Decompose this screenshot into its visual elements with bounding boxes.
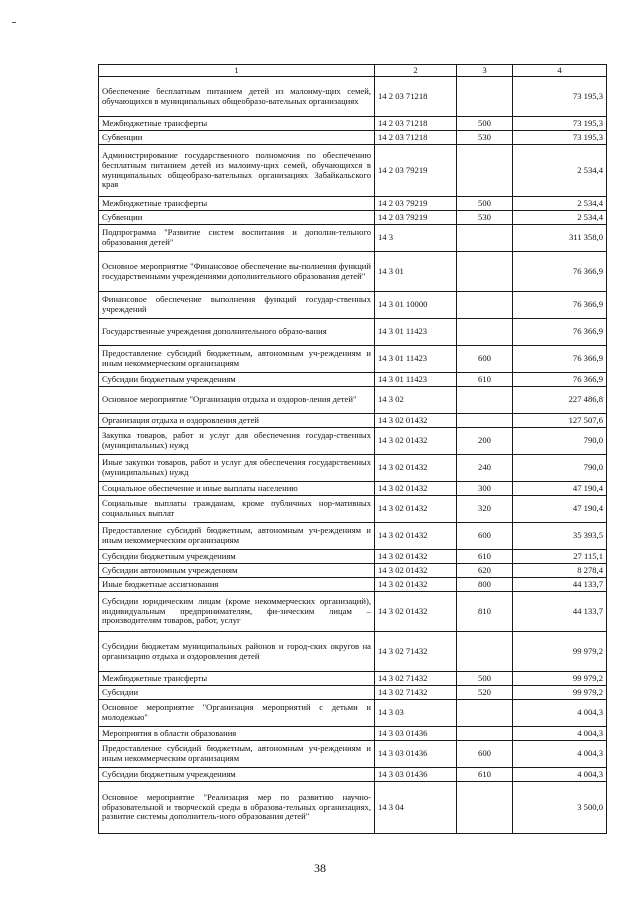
- row-amount: 227 486,8: [513, 387, 607, 414]
- row-name: Государственные учреждения дополнительного образо-вания: [99, 319, 375, 346]
- row-amount: 99 979,2: [513, 672, 607, 686]
- table-row: [99, 672, 607, 686]
- row-amount: 99 979,2: [513, 686, 607, 700]
- row-expense-type: 320: [457, 496, 513, 523]
- row-name: Субсидии: [99, 686, 375, 700]
- row-name: Субсидии бюджетным учреждениям: [99, 550, 375, 564]
- row-amount: 4 004,3: [513, 700, 607, 727]
- table-row: [99, 768, 607, 782]
- row-expense-type: 610: [457, 373, 513, 387]
- row-amount: 311 358,0: [513, 225, 607, 252]
- row-code: 14 3: [375, 225, 457, 252]
- row-expense-type: [457, 225, 513, 252]
- row-amount: 790,0: [513, 455, 607, 482]
- row-code: 14 3 02 01432: [375, 564, 457, 578]
- table-row: [99, 346, 607, 373]
- row-amount: 99 979,2: [513, 632, 607, 672]
- row-code: 14 2 03 71218: [375, 117, 457, 131]
- row-amount: 76 366,9: [513, 319, 607, 346]
- row-expense-type: 600: [457, 741, 513, 768]
- table-row: [99, 197, 607, 211]
- row-name: Обеспечение бесплатным питанием детей из малоиму-щих семей, обучающихся в муниципальных общеобразо-вательных организациях: [99, 77, 375, 117]
- row-code: 14 2 03 79219: [375, 145, 457, 197]
- row-code: 14 3 02 01432: [375, 496, 457, 523]
- row-code: 14 3 02 71432: [375, 672, 457, 686]
- row-amount: 4 004,3: [513, 741, 607, 768]
- row-code: 14 3 02 01432: [375, 523, 457, 550]
- row-code: 14 3 02 01432: [375, 578, 457, 592]
- table-row: [99, 700, 607, 727]
- table-row: [99, 252, 607, 292]
- row-code: 14 3 02 01432: [375, 482, 457, 496]
- row-expense-type: 200: [457, 428, 513, 455]
- table-row: [99, 117, 607, 131]
- row-expense-type: 600: [457, 346, 513, 373]
- row-expense-type: 500: [457, 197, 513, 211]
- row-name: Межбюджетные трансферты: [99, 117, 375, 131]
- table-row: [99, 686, 607, 700]
- row-name: Субсидии юридическим лицам (кроме некоммерческих организаций), индивидуальным предпринимателям, фи-зическим лицам – производителям товаров, работ, услуг: [99, 592, 375, 632]
- row-amount: 76 366,9: [513, 292, 607, 319]
- row-code: 14 3 03: [375, 700, 457, 727]
- row-amount: 8 278,4: [513, 564, 607, 578]
- table-row: [99, 592, 607, 632]
- row-expense-type: 500: [457, 672, 513, 686]
- row-expense-type: [457, 632, 513, 672]
- row-name: Подпрограмма "Развитие систем воспитания и дополни-тельного образования детей": [99, 225, 375, 252]
- row-expense-type: 620: [457, 564, 513, 578]
- row-amount: 47 190,4: [513, 482, 607, 496]
- row-name: Социальное обеспечение и иные выплаты населению: [99, 482, 375, 496]
- table-header-row: [99, 65, 607, 77]
- table-row: [99, 550, 607, 564]
- row-expense-type: [457, 727, 513, 741]
- row-code: 14 2 03 71218: [375, 77, 457, 117]
- table-row: [99, 414, 607, 428]
- table-row: [99, 523, 607, 550]
- table-row: [99, 211, 607, 225]
- row-code: 14 3 02 01432: [375, 550, 457, 564]
- row-code: 14 2 03 79219: [375, 211, 457, 225]
- row-expense-type: [457, 77, 513, 117]
- table-row: [99, 482, 607, 496]
- row-name: Субсидии бюджетам муниципальных районов и город-ских округов на организацию отдыха и оздоровления детей: [99, 632, 375, 672]
- column-header-1: 1: [99, 65, 375, 77]
- row-name: Закупка товаров, работ и услуг для обеспечения государ-ственных (муниципальных) нужд: [99, 428, 375, 455]
- row-name: Субсидии автономным учреждениям: [99, 564, 375, 578]
- row-expense-type: 800: [457, 578, 513, 592]
- row-amount: 27 115,1: [513, 550, 607, 564]
- column-header-3: 3: [457, 65, 513, 77]
- row-expense-type: 600: [457, 523, 513, 550]
- row-expense-type: [457, 319, 513, 346]
- table-row: [99, 225, 607, 252]
- table-row: [99, 387, 607, 414]
- row-code: 14 2 03 79219: [375, 197, 457, 211]
- table-row: [99, 292, 607, 319]
- row-name: Социальные выплаты гражданам, кроме публичных нор-мативных социальных выплат: [99, 496, 375, 523]
- row-code: 14 3 02 71432: [375, 686, 457, 700]
- table-row: [99, 578, 607, 592]
- row-amount: 790,0: [513, 428, 607, 455]
- row-name: Субвенции: [99, 131, 375, 145]
- row-name: Основное мероприятие "Реализация мер по развитию научно-образовательной и творческой среды в образова-тельных организациях, развитие системы дополнитель-ного образования детей": [99, 782, 375, 834]
- table-row: [99, 741, 607, 768]
- row-code: 14 3 02 01432: [375, 455, 457, 482]
- row-amount: 76 366,9: [513, 373, 607, 387]
- table-row: [99, 727, 607, 741]
- row-name: Основное мероприятие "Финансовое обеспечение вы-полнения функций государственными учреждениями дополнительного образования детей": [99, 252, 375, 292]
- row-code: 14 3 01 10000: [375, 292, 457, 319]
- row-expense-type: 520: [457, 686, 513, 700]
- row-name: Субвенции: [99, 211, 375, 225]
- table-row: [99, 77, 607, 117]
- row-expense-type: 530: [457, 211, 513, 225]
- row-code: 14 3 01 11423: [375, 373, 457, 387]
- row-code: 14 3 04: [375, 782, 457, 834]
- row-code: 14 3 03 01436: [375, 768, 457, 782]
- table-row: [99, 496, 607, 523]
- row-name: Предоставление субсидий бюджетным, автономным уч-реждениям и иным некоммерческим организациям: [99, 346, 375, 373]
- row-name: Межбюджетные трансферты: [99, 672, 375, 686]
- row-expense-type: [457, 782, 513, 834]
- table-row: [99, 455, 607, 482]
- row-name: Иные бюджетные ассигнования: [99, 578, 375, 592]
- row-name: Межбюджетные трансферты: [99, 197, 375, 211]
- row-expense-type: 300: [457, 482, 513, 496]
- row-expense-type: [457, 292, 513, 319]
- table-row: [99, 564, 607, 578]
- row-code: 14 3 02: [375, 387, 457, 414]
- table-row: [99, 428, 607, 455]
- row-amount: 3 500,0: [513, 782, 607, 834]
- table-row: [99, 632, 607, 672]
- row-amount: 4 004,3: [513, 727, 607, 741]
- row-amount: 2 534,4: [513, 211, 607, 225]
- row-code: 14 3 03 01436: [375, 741, 457, 768]
- row-amount: 35 393,5: [513, 523, 607, 550]
- row-expense-type: 500: [457, 117, 513, 131]
- row-name: Предоставление субсидий бюджетным, автономным уч-реждениям и иным некоммерческим организациям: [99, 741, 375, 768]
- row-code: 14 3 02 01432: [375, 592, 457, 632]
- table-row: [99, 782, 607, 834]
- row-amount: 2 534,4: [513, 145, 607, 197]
- row-amount: 127 507,6: [513, 414, 607, 428]
- table-row: [99, 319, 607, 346]
- row-amount: 47 190,4: [513, 496, 607, 523]
- row-code: 14 3 03 01436: [375, 727, 457, 741]
- row-code: 14 3 01 11423: [375, 346, 457, 373]
- row-name: Мероприятия в области образования: [99, 727, 375, 741]
- row-amount: 44 133,7: [513, 578, 607, 592]
- row-code: 14 3 02 71432: [375, 632, 457, 672]
- row-name: Финансовое обеспечение выполнения функций государ-ственных учреждений: [99, 292, 375, 319]
- budget-table: [98, 64, 607, 834]
- page-number: 38: [314, 861, 326, 875]
- row-name: Иные закупки товаров, работ и услуг для обеспечения государственных (муниципальных) нужд: [99, 455, 375, 482]
- row-code: 14 3 02 01432: [375, 414, 457, 428]
- row-code: 14 2 03 71218: [375, 131, 457, 145]
- row-expense-type: [457, 414, 513, 428]
- row-name: Основное мероприятие "Организация мероприятий с детьми и молодежью": [99, 700, 375, 727]
- row-code: 14 3 01: [375, 252, 457, 292]
- row-amount: 73 195,3: [513, 117, 607, 131]
- column-header-2: 2: [375, 65, 457, 77]
- row-amount: 2 534,4: [513, 197, 607, 211]
- row-expense-type: 610: [457, 550, 513, 564]
- row-name: Субсидии бюджетным учреждениям: [99, 768, 375, 782]
- table-row: [99, 145, 607, 197]
- table-row: [99, 373, 607, 387]
- table-body: [99, 77, 607, 834]
- row-amount: 76 366,9: [513, 346, 607, 373]
- row-code: 14 3 01 11423: [375, 319, 457, 346]
- row-name: Предоставление субсидий бюджетным, автономным уч-реждениям и иным некоммерческим организациям: [99, 523, 375, 550]
- row-amount: 73 195,3: [513, 131, 607, 145]
- row-expense-type: 240: [457, 455, 513, 482]
- row-amount: 4 004,3: [513, 768, 607, 782]
- row-expense-type: [457, 252, 513, 292]
- row-amount: 73 195,3: [513, 77, 607, 117]
- row-expense-type: 530: [457, 131, 513, 145]
- row-name: Основное мероприятие "Организация отдыха и оздоров-ления детей": [99, 387, 375, 414]
- table-row: [99, 131, 607, 145]
- row-name: Организация отдыха и оздоровления детей: [99, 414, 375, 428]
- margin-mark: [12, 22, 16, 23]
- row-name: Субсидии бюджетным учреждениям: [99, 373, 375, 387]
- row-amount: 76 366,9: [513, 252, 607, 292]
- row-expense-type: [457, 145, 513, 197]
- column-header-4: 4: [513, 65, 607, 77]
- row-amount: 44 133,7: [513, 592, 607, 632]
- row-expense-type: 610: [457, 768, 513, 782]
- row-name: Администрирование государственного полномочия по обеспечению бесплатным питанием детей из малоиму-щих семей, обучающихся в муниципальных общеобразо-вательных организациях Забайкальского края: [99, 145, 375, 197]
- row-code: 14 3 02 01432: [375, 428, 457, 455]
- row-expense-type: [457, 387, 513, 414]
- row-expense-type: [457, 700, 513, 727]
- row-expense-type: 810: [457, 592, 513, 632]
